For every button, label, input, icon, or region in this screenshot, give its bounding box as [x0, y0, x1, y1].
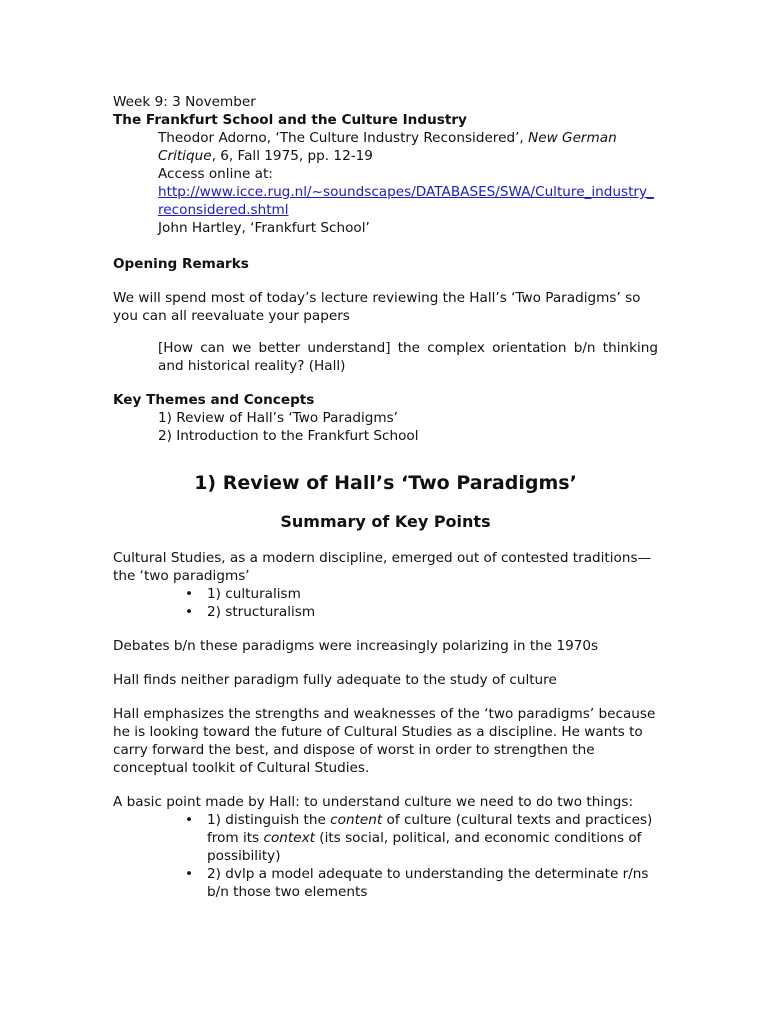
- reading-hartley: John Hartley, ‘Frankfurt School’: [158, 220, 370, 236]
- paragraph-strengths-weaknesses: Hall emphasizes the strengths and weaknesses of the ‘two paradigms’ because he is looking toward the future of Cultural Studies as a discipline. He wants to carry forward the best, and dispose of worst in order to strengthen the conceptual toolkit of Cultural Studies.: [113, 706, 656, 776]
- paragraph-origins: Cultural Studies, as a modern discipline, emerged out of contested traditions—the ‘two paradigms’: [113, 550, 652, 584]
- reading-list: [113, 129, 658, 237]
- bullet-icon: •: [185, 604, 194, 620]
- key-themes-list: [113, 409, 658, 445]
- section-title: 1) Review of Hall’s ‘Two Paradigms’: [194, 472, 577, 494]
- paragraph-neither-adequate: Hall finds neither paradigm fully adequate to the study of culture: [113, 672, 557, 688]
- lecture-title: The Frankfurt School and the Culture Industry: [113, 112, 467, 128]
- list-item: • 2) structuralism: [185, 604, 316, 620]
- theme-item: 2) Introduction to the Frankfurt School: [158, 428, 419, 444]
- journal-name: New German: [528, 130, 617, 146]
- lecture-notes-page: [113, 93, 658, 901]
- key-themes-heading: Key Themes and Concepts: [113, 392, 315, 408]
- theme-item: 1) Review of Hall’s ‘Two Paradigms’: [158, 410, 398, 426]
- reading-adorno-citation: Theodor Adorno, ‘The Culture Industry Reconsidered’, New German Critique, 6, Fall 1975, pp. 12-19: [158, 130, 617, 164]
- opening-remarks-heading: Opening Remarks: [113, 256, 249, 272]
- opening-remarks-text: We will spend most of today’s lecture reviewing the Hall’s ‘Two Paradigms’ so you can all reevaluate your papers: [113, 290, 641, 324]
- two-things-list: [113, 811, 658, 901]
- paradigm-list: [113, 585, 658, 621]
- journal-name-cont: Critique: [158, 148, 212, 164]
- week-date: Week 9: 3 November: [113, 94, 256, 110]
- list-item: • 1) distinguish the content of culture (cultural texts and practices) from its context (its social, political, and economic conditions of possibility): [185, 812, 653, 864]
- bullet-icon: •: [185, 586, 194, 602]
- list-item: • 1) culturalism: [185, 586, 301, 602]
- access-online-label: Access online at:: [158, 166, 273, 182]
- bullet-icon: •: [185, 812, 194, 828]
- list-item: • 2) dvlp a model adequate to understanding the determinate r/ns b/n those two elements: [185, 866, 649, 900]
- hall-quote: [How can we better understand] the complex orientation b/n thinking and historical reality? (Hall): [158, 340, 658, 374]
- bullet-icon: •: [185, 866, 194, 882]
- paragraph-debates: Debates b/n these paradigms were increasingly polarizing in the 1970s: [113, 638, 599, 654]
- adorno-article-link[interactable]: http://www.icce.rug.nl/~soundscapes/DATABASES/SWA/Culture_industry_reconsidered.shtml: [158, 184, 654, 218]
- section-subtitle: Summary of Key Points: [280, 512, 491, 531]
- paragraph-basic-point: A basic point made by Hall: to understand culture we need to do two things:: [113, 794, 634, 810]
